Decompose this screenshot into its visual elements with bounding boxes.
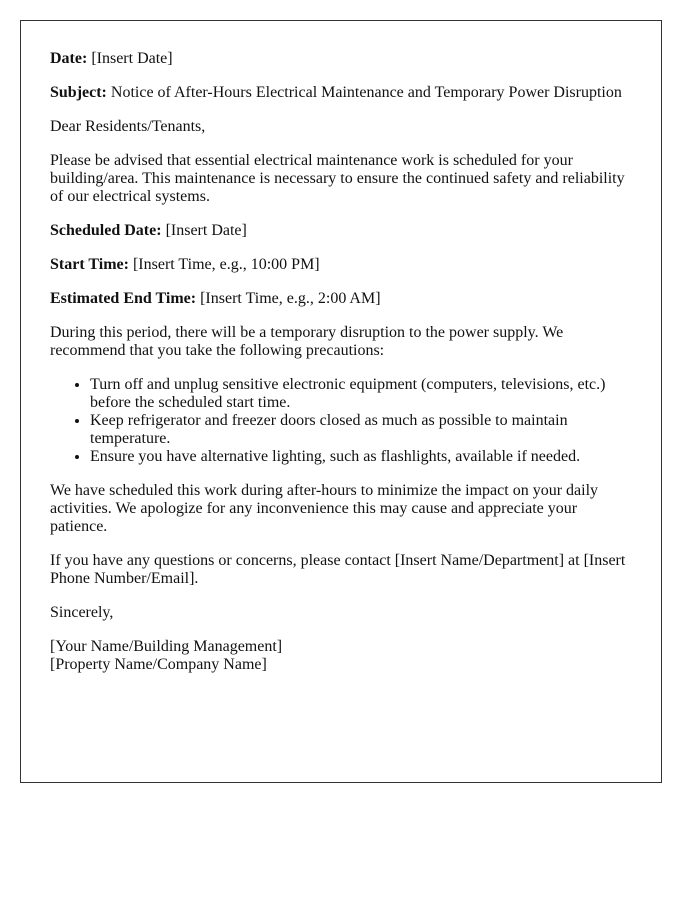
scheduled-date-line — [50, 222, 632, 240]
contact-paragraph: If you have any questions or concerns, please contact [Insert Name/Department] at [Insert Phone Number/Email]. — [50, 552, 626, 587]
date-value: [Insert Date] — [91, 50, 173, 67]
start-time-label: Start Time: — [50, 256, 129, 273]
disruption-paragraph: During this period, there will be a temporary disruption to the power supply. We recommend that you take the following precautions: — [50, 324, 564, 359]
salutation: Dear Residents/Tenants, — [50, 118, 206, 135]
scheduled-date-label: Scheduled Date: — [50, 222, 162, 239]
scheduled-date-value: [Insert Date] — [165, 222, 247, 239]
list-item: • Ensure you have alternative lighting, such as flashlights, available if needed. — [90, 448, 632, 466]
subject-value: Notice of After-Hours Electrical Maintenance and Temporary Power Disruption — [110, 84, 622, 101]
intro-paragraph: Please be advised that essential electrical maintenance work is scheduled for your building/area. This maintenance is necessary to ensure the continued safety and reliability of our electrical systems. — [50, 152, 625, 205]
subject-label: Subject: — [50, 84, 107, 101]
start-time-value: [Insert Time, e.g., 10:00 PM] — [132, 256, 320, 273]
letter-container — [20, 20, 662, 783]
list-item: • Keep refrigerator and freezer doors closed as much as possible to maintain temperature. — [90, 412, 632, 448]
date-line — [50, 50, 632, 68]
closing: Sincerely, — [50, 604, 114, 621]
signature-name: [Your Name/Building Management] — [50, 638, 283, 655]
list-item: • Turn off and unplug sensitive electronic equipment (computers, televisions, etc.) before the scheduled start time. — [90, 376, 632, 412]
precautions-list — [50, 376, 632, 466]
start-time-line — [50, 256, 632, 274]
date-label: Date: — [50, 50, 88, 67]
apology-paragraph: We have scheduled this work during after-hours to minimize the impact on your daily activities. We apologize for any inconvenience this may cause and appreciate your patience. — [50, 482, 599, 535]
end-time-line — [50, 290, 632, 308]
signature-block — [50, 638, 632, 674]
end-time-label: Estimated End Time: — [50, 290, 197, 307]
signature-company: [Property Name/Company Name] — [50, 656, 267, 673]
subject-line — [50, 84, 632, 102]
end-time-value: [Insert Time, e.g., 2:00 AM] — [200, 290, 381, 307]
